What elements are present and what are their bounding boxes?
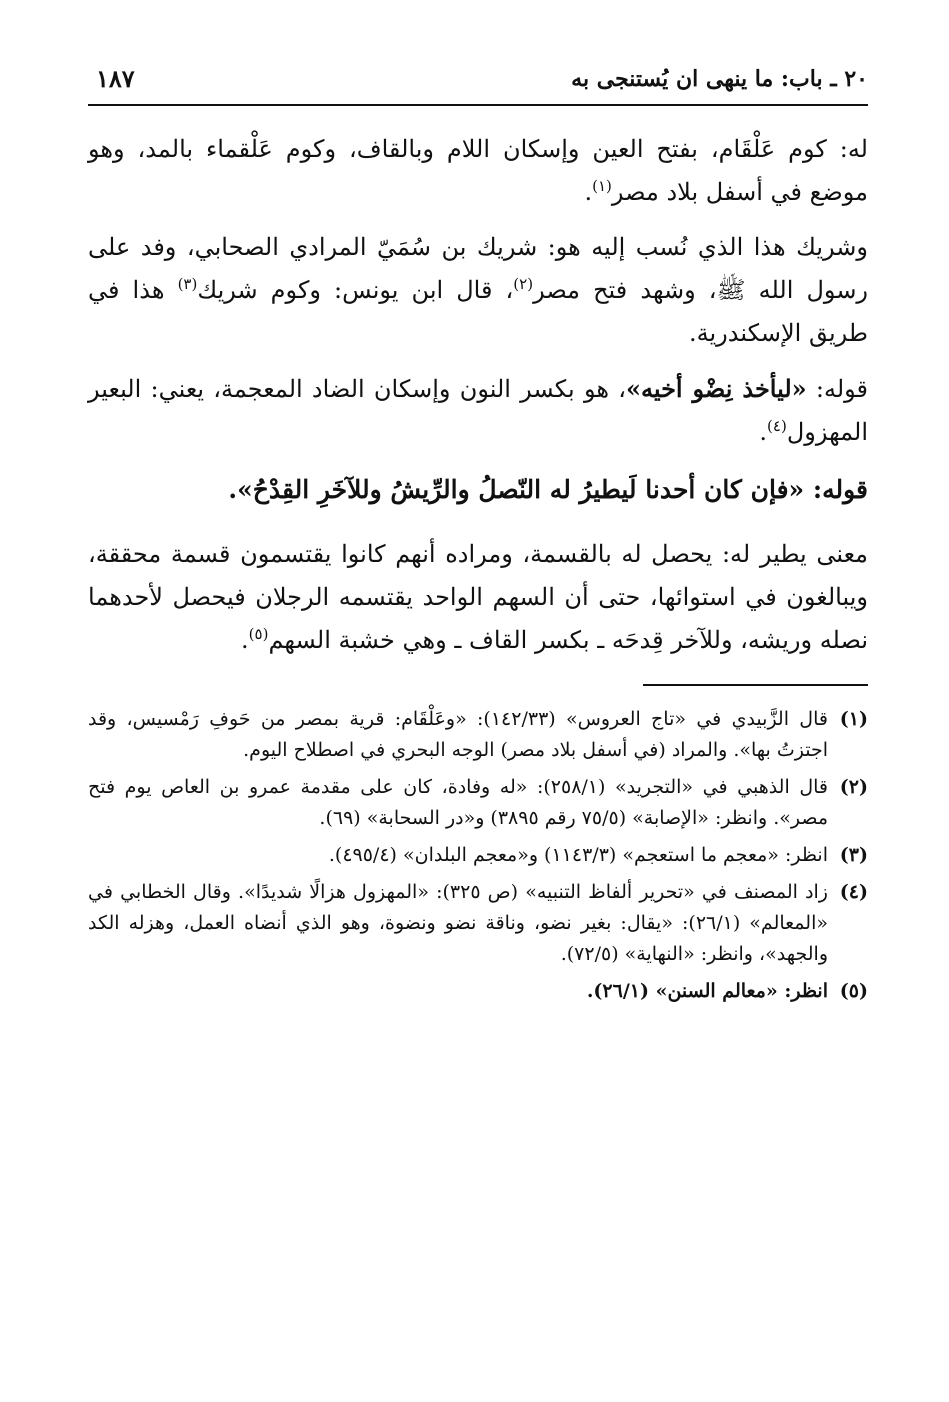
footnote-reference[interactable]: (٥) — [248, 625, 269, 643]
footnote — [88, 704, 868, 766]
paragraph — [88, 128, 868, 214]
paragraph-text: له: كوم عَلْقَام، بفتح العين وإسكان اللام وبالقاف، وكوم عَلْقماء بالمد، وهو موضع في أسفل بلاد مصر — [88, 135, 868, 206]
paragraph-text: هذا في طريق الإسكندرية. — [88, 276, 868, 347]
footnote-number: (١) — [839, 708, 868, 730]
footnote — [88, 976, 868, 1007]
footnote-number: (٥) — [839, 980, 868, 1002]
paragraph-text: ، هو بكسر النون وإسكان الضاد المعجمة، يعني: البعير المهزول — [88, 375, 868, 446]
page-number: ١٨٧ — [96, 64, 135, 93]
paragraph-text: معنى يطير له: يحصل له بالقسمة، ومراده أنهم كانوا يقتسمون قسمة محققة، ويبالغون في استوائها، حتى أن السهم الواحد يقتسمه الرجلان فيحصل لأحدهما نصله وريشه، وللآخر قِدحَه ـ بكسر القاف ـ وهي خشبة السهم — [88, 540, 868, 654]
footnote — [88, 840, 868, 871]
paragraph — [88, 226, 868, 355]
paragraph-text: . — [241, 626, 249, 654]
footnote-text: قال الذهبي في «التجريد» (٢٥٨/١): «له وفادة، كان على مقدمة عمرو بن العاص يوم فتح مصر». وانظر: «الإصابة» (٧٥/٥ رقم ٣٨٩٥) و«در السحابة» (٦٩). — [88, 776, 828, 829]
footnote — [88, 877, 868, 970]
paragraph-text: ، قال ابن يونس: وكوم شريك — [197, 276, 514, 304]
footnote-text: قال الزَّبيدي في «تاج العروس» (١٤٢/٣٣): «وعَلْقَام: قرية بمصر من حَوفِ رَمْسيس، وقد اجتزتُ بها». والمراد (في أسفل بلاد مصر) الوجه البحري في اصطلاح اليوم. — [88, 708, 828, 761]
footnote — [88, 772, 868, 834]
page-header — [88, 60, 868, 106]
footnotes — [88, 704, 868, 1007]
footnote-number: (٢) — [839, 776, 868, 798]
paragraph — [88, 367, 868, 454]
book-page — [88, 60, 868, 1360]
footnote-divider — [643, 684, 868, 686]
quoted-hadith-phrase: «ليأخذ نِضْو أخيه» — [625, 374, 807, 403]
paragraph-text: . — [759, 418, 768, 446]
paragraph — [88, 533, 868, 662]
footnote-text: زاد المصنف في «تحرير ألفاظ التنبيه» (ص ٣٢٥): «المهزول هزالًا شديدًا». وقال الخطابي في «المعالم» (٢٦/١): «يقال: بغير نضو، وناقة نضو ونضوة، وهو الذي أنضاه العمل، وهزله الكد والجهد»، وانظر: «النهاية» (٧٢/٥). — [88, 881, 828, 965]
footnote-reference[interactable]: (٤) — [767, 417, 787, 435]
paragraph-text: قوله: — [806, 375, 869, 403]
footnote-reference[interactable]: (٣) — [177, 275, 198, 293]
footnote-text: انظر: «معجم ما استعجم» (١١٤٣/٣) و«معجم البلدان» (٤٩٥/٤). — [328, 844, 828, 866]
paragraph-text: قوله: «فإن كان أحدنا لَيطيرُ له النّصلُ والرِّيشُ وللآخَرِ القِدْحُ». — [228, 475, 868, 504]
paragraph-text: . — [584, 178, 593, 206]
footnote-number: (٤) — [839, 881, 868, 903]
footnote-reference[interactable]: (٢) — [513, 275, 534, 293]
footnote-reference[interactable]: (١) — [592, 177, 612, 195]
hadith-quote-heading — [88, 468, 868, 511]
footnote-number: (٣) — [839, 844, 868, 866]
main-text — [88, 128, 868, 662]
footnote-text: انظر: «معالم السنن» (٢٦/١). — [586, 980, 828, 1002]
chapter-title: ٢٠ ـ باب: ما ينهى ان يُستنجى به — [571, 66, 868, 92]
paragraph-text: وشريك هذا الذي نُسب إليه هو: شريك بن سُمَيّ المرادي الصحابي، وفد على رسول الله ﷺ، وشهد فتح مصر — [88, 233, 869, 304]
